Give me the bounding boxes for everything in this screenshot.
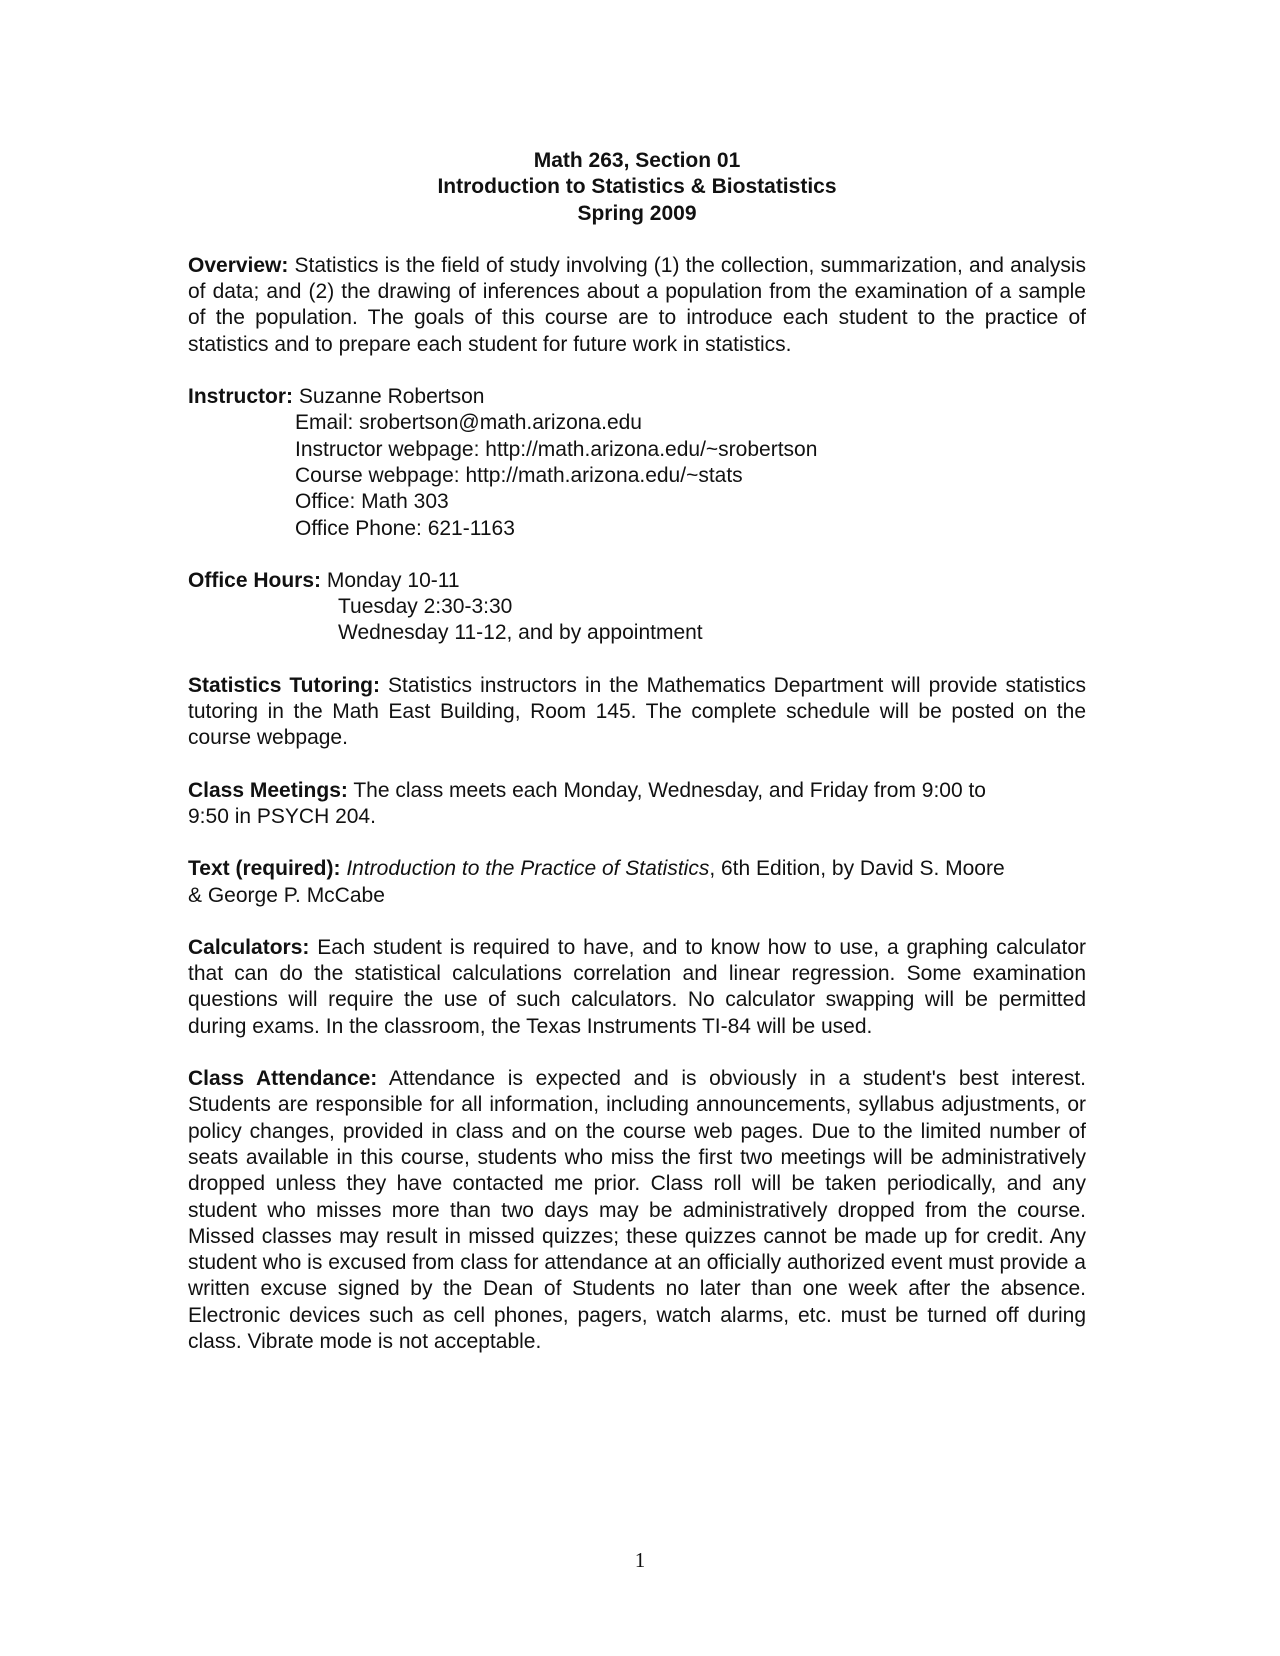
instructor-section	[188, 384, 1086, 542]
instructor-phone: Office Phone: 621-1163	[295, 516, 515, 540]
office-hours-tuesday: Tuesday 2:30-3:30	[338, 595, 513, 619]
instructor-webpage: Instructor webpage: http://math.arizona.edu/~srobertson	[295, 437, 818, 461]
calculators-label: Calculators:	[188, 935, 310, 959]
textbook-section	[188, 856, 1086, 909]
textbook-details: , 6th Edition, by David S. Moore	[709, 857, 1005, 881]
syllabus-header	[188, 148, 1086, 227]
syllabus-page	[188, 148, 1086, 1355]
tutoring-section	[188, 673, 1086, 752]
calculators-section	[188, 935, 1086, 1040]
office-hours-label: Office Hours:	[188, 568, 322, 592]
attendance-label: Class Attendance:	[188, 1067, 378, 1091]
class-meetings-location: 9:50 in PSYCH 204.	[188, 804, 376, 828]
instructor-label: Instructor:	[188, 385, 293, 409]
overview-section	[188, 253, 1086, 358]
attendance-section	[188, 1066, 1086, 1355]
instructor-email: Email: srobertson@math.arizona.edu	[295, 411, 642, 435]
tutoring-text: Statistics instructors in the Mathematics Department will provide statistics tutoring in the Math East Building, Room 145. The complete schedule will be posted on the course webpage.	[188, 673, 1087, 750]
overview-text: Statistics is the field of study involving (1) the collection, summarization, and analysis of data; and (2) the drawing of inferences about a population from the examination of a sample of the population. The goals of this course are to introduce each student to the practice of statistics and to prepare each student for future work in statistics.	[188, 253, 1086, 356]
class-meetings-label: Class Meetings:	[188, 778, 348, 802]
class-meetings-text: The class meets each Monday, Wednesday, and Friday from 9:00 to	[347, 778, 986, 802]
overview-label: Overview:	[188, 253, 289, 277]
calculators-text: Each student is required to have, and to know how to use, a graphing calculator that can do the statistical calculations correlation and linear regression. Some examination questions will require the use of such calculators. No calculator swapping will be permitted during exams. In the classroom, the Texas Instruments TI-84 will be used.	[188, 935, 1086, 1038]
instructor-office: Office: Math 303	[295, 490, 449, 514]
tutoring-label: Statistics Tutoring:	[188, 673, 380, 697]
instructor-name: Suzanne Robertson	[293, 385, 485, 409]
course-term: Spring 2009	[577, 201, 697, 225]
page-number: 1	[634, 1548, 646, 1572]
course-title: Introduction to Statistics & Biostatistics	[437, 175, 837, 199]
attendance-text: Attendance is expected and is obviously in a student's best interest. Students are responsible for all information, including announcements, syllabus adjustments, or policy changes, provided in class and on the course web pages. Due to the limited number of seats available in this course, students who miss the first two meetings will be administratively dropped unless they have contacted me prior. Class roll will be taken periodically, and any student who misses more than two days may be administratively dropped from the course. Missed classes may result in missed quizzes; these quizzes cannot be made up for credit. Any student who is excused from class for attendance at an officially authorized event must provide a written excuse signed by the Dean of Students no later than one week after the absence. Electronic devices such as cell phones, pagers, watch alarms, etc. must be turned off during class. Vibrate mode is not acceptable.	[188, 1067, 1087, 1353]
class-meetings-section	[188, 778, 1086, 831]
textbook-authors: & George P. McCabe	[188, 883, 385, 907]
textbook-title: Introduction to the Practice of Statistics	[346, 857, 710, 881]
course-number: Math 263, Section 01	[533, 149, 741, 172]
office-hours-monday: Monday 10-11	[321, 568, 460, 592]
course-webpage: Course webpage: http://math.arizona.edu/~stats	[295, 463, 743, 487]
office-hours-section	[188, 568, 1086, 647]
office-hours-wednesday: Wednesday 11-12, and by appointment	[338, 621, 703, 645]
textbook-label: Text (required):	[188, 857, 341, 881]
